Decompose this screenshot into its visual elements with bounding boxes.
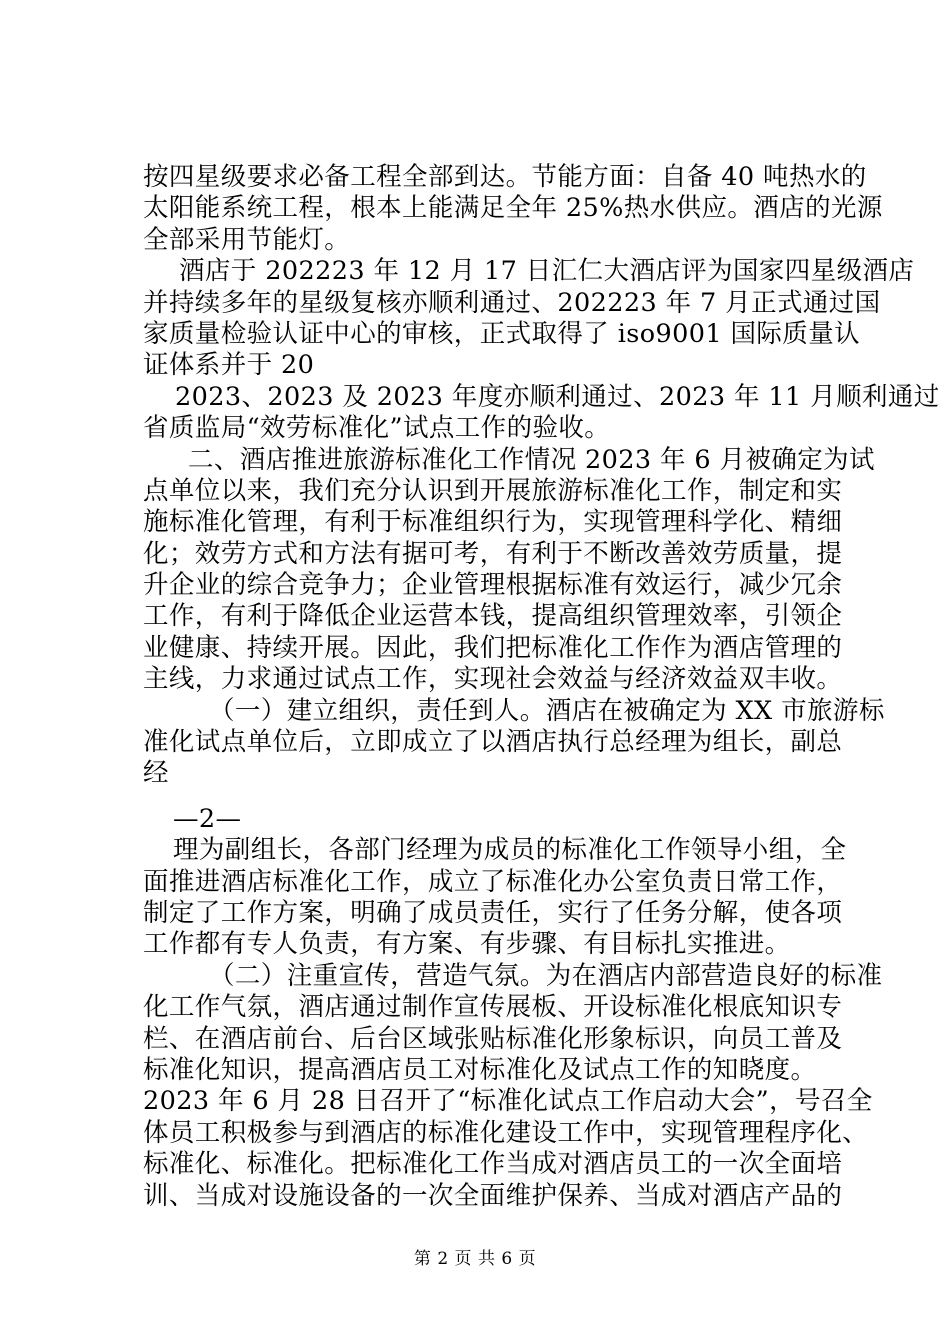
text-line: 太阳能系统工程，根本上能满足全年 25%热水供应。酒店的光源 (143, 193, 883, 224)
text-line: 二、酒店推进旅游标准化工作情况 2023 年 6 月被确定为试 (188, 444, 875, 475)
text-line: 升企业的综合竞争力；企业管理根据标准有效运行，减少冗余 (143, 570, 843, 601)
text-line: 主线，力求通过试点工作，实现社会效益与经济效益双丰收。 (143, 664, 843, 695)
text-line: 标准化、标准化。把标准化工作当成对酒店员工的一次全面培 (143, 1149, 843, 1180)
text-line: 理为副组长，各部门经理为成员的标准化工作领导小组，全 (173, 835, 847, 866)
text-line: 业健康、持续开展。因此，我们把标准化工作作为酒店管理的 (143, 632, 843, 663)
text-line: 证体系并于 20 (143, 350, 315, 381)
text-line: 训、当成对设施设备的一次全面维护保养、当成对酒店产品的 (143, 1180, 843, 1211)
text-line: 施标准化管理，有利于标准组织行为，实现管理科学化、精细 (143, 507, 843, 538)
document-body (143, 162, 940, 1212)
text-line: 全部采用节能灯。 (143, 224, 351, 255)
spacer (143, 790, 808, 804)
text-line: 按四星级要求必备工程全部到达。节能方面：自备 40 吨热水的 (143, 162, 867, 192)
text-line: 2023、2023 及 2023 年度亦顺利通过、2023 年 11 月顺利通过 (175, 381, 940, 412)
text-line: 体员工积极参与到酒店的标准化建设工作中，实现管理程序化、 (143, 1117, 869, 1148)
text-line: 制定了工作方案，明确了成员责任，实行了任务分解，使各项 (143, 897, 843, 928)
text-line: 工作，有利于降低企业运营本钱，提高组织管理效率，引领企 (143, 601, 843, 632)
inline-page-marker: —2— (173, 803, 242, 834)
text-line: 工作都有专人负责，有方案、有步骤、有目标扎实推进。 (143, 929, 791, 960)
text-line: 标准化知识，提高酒店员工对标准化及试点工作的知晓度。 (143, 1054, 817, 1085)
text-line: 面推进酒店标准化工作，成立了标准化办公室负责日常工作， (143, 866, 843, 897)
text-line: 化；效劳方式和方法有据可考，有利于不断改善效劳质量，提 (143, 538, 843, 569)
text-line: 2023 年 6 月 28 日召开了“标准化试点工作启动大会”，号召全 (143, 1086, 873, 1117)
text-line: 家质量检验认证中心的审核，正式取得了 iso9001 国际质量认 (143, 318, 861, 349)
text-line: 点单位以来，我们充分认识到开展旅游标准化工作，制定和实 (143, 475, 843, 506)
text-line: 准化试点单位后，立即成立了以酒店执行总经理为组长，副总 (143, 727, 843, 758)
text-line: （一）建立组织，责任到人。酒店在被确定为 XX 市旅游标 (209, 695, 885, 726)
text-line: 经 (143, 758, 169, 789)
text-line: （二）注重宣传，营造气氛。为在酒店内部营造良好的标准 (209, 960, 883, 991)
text-line: 酒店于 202223 年 12 月 17 日汇仁大酒店评为国家四星级酒店 (179, 256, 915, 287)
text-line: 栏、在酒店前台、后台区域张贴标准化形象标识，向员工普及 (143, 1023, 843, 1054)
text-line: 并持续多年的星级复核亦顺利通过、202223 年 7 月正式通过国 (143, 287, 881, 318)
text-line: 省质监局“效劳标准化”试点工作的验收。 (143, 413, 611, 444)
text-line: 化工作气氛，酒店通过制作宣传展板、开设标准化根底知识专 (143, 992, 843, 1023)
page-footer: 第 2 页 共 6 页 (413, 1249, 537, 1269)
